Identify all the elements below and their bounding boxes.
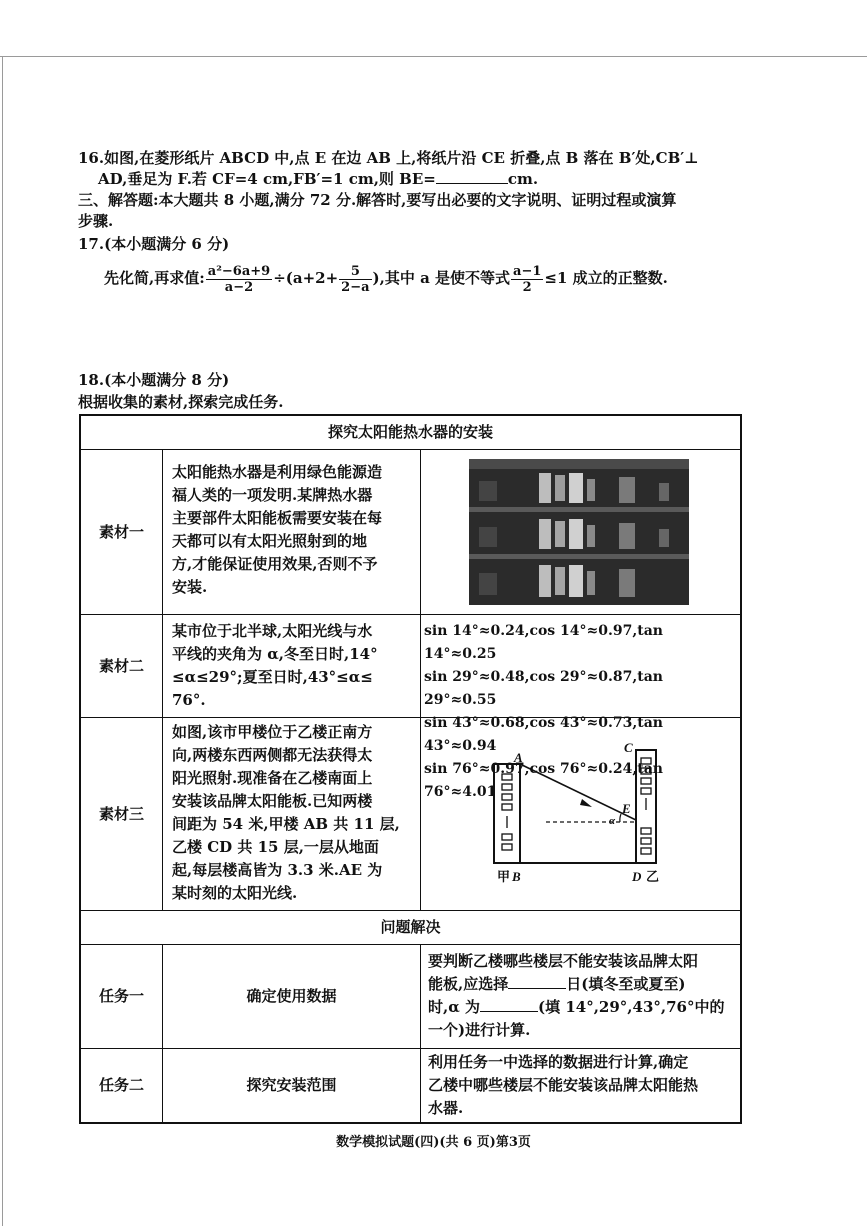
building-photo: [469, 459, 689, 605]
section3-line1: 三、解答题:本大题共 8 小题,满分 72 分.解答时,要写出必要的文字说明、证明过程或演算: [78, 191, 677, 209]
text-line: 平线的夹角为 α,冬至日时,14°: [172, 645, 378, 663]
table-rule: [79, 449, 742, 450]
q16-line2-text: AD,垂足为 F.若 CF=4 cm,FB′=1 cm,则 BE=: [98, 170, 436, 188]
table-title: 探究太阳能热水器的安装: [327, 423, 493, 441]
sun-ray-line: [520, 764, 636, 820]
task-2-label: 任务二: [98, 1076, 144, 1094]
text-line: 乙楼中哪些楼层不能安装该品牌太阳能热: [428, 1076, 699, 1094]
text-line: ≤α≤29°;夏至日时,43°≤α≤: [172, 668, 373, 686]
text-line: [428, 996, 738, 1019]
q16-line1: 16.如图,在菱形纸片 ABCD 中,点 E 在边 AB 上,将纸片沿 CE 折叠,点 B 落在 B′处,CB′⊥: [78, 149, 699, 167]
q17-header: 17.(本小题满分 6 分): [78, 235, 230, 253]
text-line: 要判断乙楼哪些楼层不能安装该品牌太阳: [428, 952, 699, 970]
material-3-text: [172, 721, 418, 905]
q17-fraction-2: [339, 264, 371, 295]
table-col-rule: [162, 449, 163, 911]
task-2-text: [428, 1051, 738, 1120]
text-line: 天都可以有太阳光照射到的地: [172, 532, 368, 550]
table-col-rule: [420, 944, 421, 1123]
angle-answer-blank[interactable]: [480, 997, 538, 1012]
label-C: C: [624, 740, 633, 755]
text-line: 安装该品牌太阳能板.已知两楼: [172, 792, 373, 810]
text-line: 起,每层楼高皆为 3.3 米.AE 为: [172, 861, 383, 879]
q17-mid1: ÷(a+2+: [273, 269, 339, 287]
q16-answer-blank[interactable]: [436, 169, 508, 184]
text-line: 主要部件太阳能板需要安装在每: [172, 509, 383, 527]
ray-arrow-icon: [580, 799, 592, 807]
trig-line: sin 14°≈0.24,cos 14°≈0.97,tan 14°≈0.25: [424, 623, 663, 662]
text-line: 方,才能保证使用效果,否则不予: [172, 555, 378, 573]
q17-frac3-den: 2: [522, 279, 532, 295]
problem-title: 问题解决: [380, 918, 441, 936]
text-line: 安装.: [172, 578, 208, 596]
trig-line: sin 76°≈0.97,cos 76°≈0.24,tan 76°≈4.01: [424, 761, 663, 800]
text-line: 太阳能热水器是利用绿色能源造: [172, 463, 383, 481]
label-D: D: [632, 869, 642, 884]
text-segment: (填 14°,29°,43°,76°中的: [538, 998, 725, 1016]
q17-expression: [104, 260, 668, 296]
text-line: 一个)进行计算.: [428, 1021, 531, 1039]
material-2-text: [172, 620, 418, 712]
label-B: B: [512, 869, 521, 884]
q17-frac3-num: a−1: [513, 263, 542, 279]
label-yi: 乙: [646, 870, 660, 885]
material-2-label: 素材二: [98, 656, 144, 675]
table-col-rule: [420, 449, 421, 911]
text-segment: 时,α 为: [428, 998, 480, 1016]
q17-frac2-den: 2−a: [341, 279, 370, 295]
text-segment: 日(填冬至或夏至): [566, 975, 686, 993]
angle-arc: [620, 814, 621, 822]
table-border-bottom: [79, 1122, 742, 1124]
text-line: 水器.: [428, 1099, 464, 1117]
task-1-name: 确定使用数据: [246, 987, 337, 1005]
trig-line: sin 43°≈0.68,cos 43°≈0.73,tan 43°≈0.94: [424, 715, 663, 754]
task-2-name: 探究安装范围: [246, 1076, 337, 1094]
task-1-text: [428, 950, 738, 1042]
text-line: 如图,该市甲楼位于乙楼正南方: [172, 723, 373, 741]
text-line: 间距为 54 米,甲楼 AB 共 11 层,: [172, 815, 400, 833]
q17-mid2: ),其中 a 是使不等式: [372, 269, 511, 287]
label-E: E: [622, 801, 631, 816]
text-line: 某时刻的太阳光线.: [172, 884, 298, 902]
label-alpha: α: [609, 815, 616, 827]
text-line: 乙楼 CD 共 15 层,一层从地面: [172, 838, 379, 856]
section3-line2: 步骤.: [78, 212, 114, 230]
q17-text-pre: 先化简,再求值:: [104, 269, 205, 287]
text-line: 利用任务一中选择的数据进行计算,确定: [428, 1053, 689, 1071]
q17-frac1-den: a−2: [224, 279, 254, 295]
material-3-label: 素材三: [98, 804, 144, 823]
text-line: 福人类的一项发明.某牌热水器: [172, 486, 373, 504]
q16-line2: [98, 168, 538, 190]
text-segment: 能板,应选择: [428, 975, 509, 993]
q17-frac1-num: a²−6a+9: [207, 263, 271, 279]
text-line: 76°.: [172, 691, 206, 709]
text-line: 向,两楼东西两侧都无法获得太: [172, 746, 373, 764]
page-footer: 数学模拟试题(四)(共 6 页)第3页: [336, 1135, 531, 1150]
q17-frac2-num: 5: [339, 264, 371, 280]
text-line: 阳光照射.现准备在乙楼南面上: [172, 769, 373, 787]
q17-fraction-1: [206, 264, 272, 295]
page-top-border: [0, 56, 867, 57]
q17-text-post: ≤1 成立的正整数.: [544, 269, 668, 287]
q18-intro: 根据收集的素材,探索完成任务.: [78, 393, 284, 411]
material-1-text: [172, 461, 418, 599]
text-line: [428, 973, 738, 996]
building-jia: [494, 764, 520, 863]
season-answer-blank[interactable]: [508, 974, 566, 989]
text-line: 某市位于北半球,太阳光线与水: [172, 622, 373, 640]
table-rule: [79, 614, 742, 615]
label-A: A: [514, 750, 523, 765]
q16-line2-unit: cm.: [507, 170, 539, 188]
table-border-right: [740, 414, 742, 1124]
building-photo-graphic: [469, 459, 689, 605]
material-1-label: 素材一: [98, 522, 144, 541]
q17-fraction-3: [511, 264, 543, 295]
building-diagram: [480, 736, 680, 888]
label-jia: 甲: [497, 870, 511, 885]
task-1-label: 任务一: [98, 987, 144, 1005]
trig-line: sin 29°≈0.48,cos 29°≈0.87,tan 29°≈0.55: [424, 669, 663, 708]
q18-header: 18.(本小题满分 8 分): [78, 371, 230, 389]
page-left-border: [2, 56, 3, 1226]
